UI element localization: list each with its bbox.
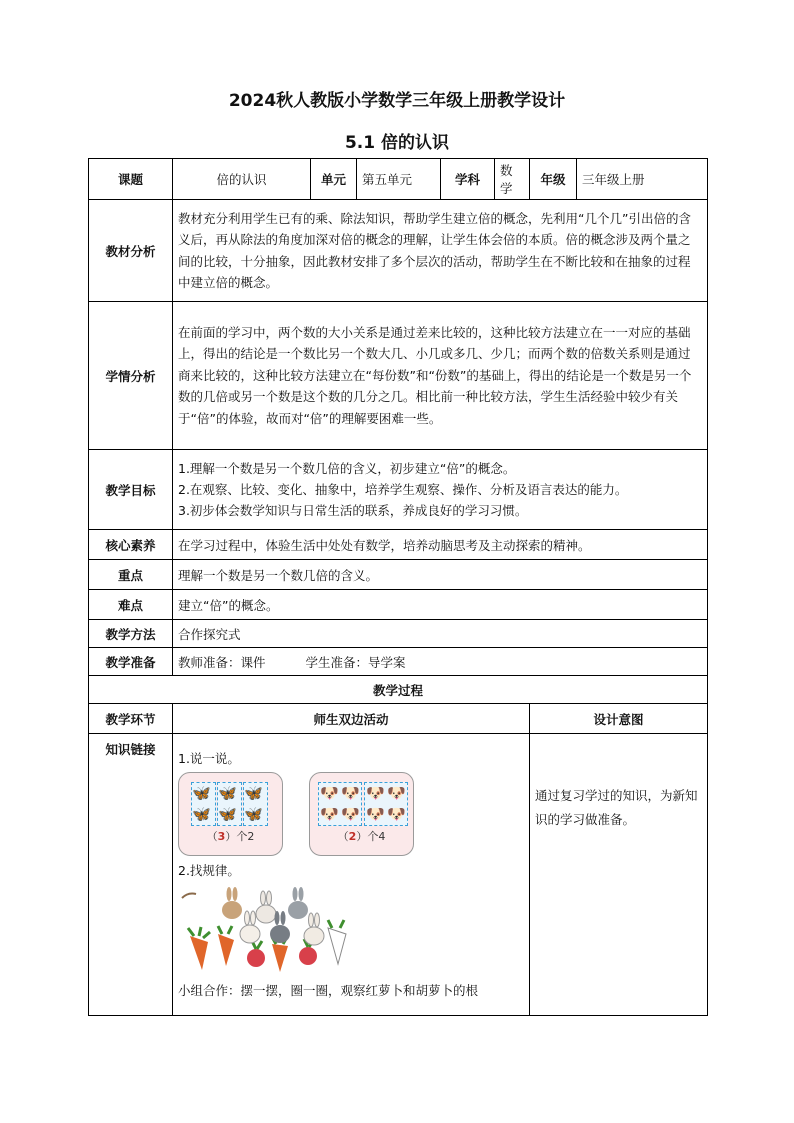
literacy-text: 在学习过程中，体验生活中处处有数学，培养动脑思考及主动探索的精神。 [173,530,708,560]
teacher-prep: 教师准备：课件 [178,654,266,670]
literacy-label: 核心素养 [89,530,173,560]
preparation-text [173,648,708,676]
method-text: 合作探究式 [173,620,708,648]
puppy-icon: 🐶 [320,784,339,802]
method-label: 教学方法 [89,620,173,648]
activity-column-header: 师生双边活动 [173,704,530,734]
puppy-icon: 🐶 [366,784,385,802]
preparation-label: 教学准备 [89,648,173,676]
intent-text: 通过复习学过的知识，为新知识的学习做准备。 [530,734,708,1016]
grade-label: 年级 [530,159,577,200]
goals-label: 教学目标 [89,450,173,530]
process-title: 教学过程 [89,676,708,704]
butterfly-icon: 🦋 [192,784,211,802]
goals-list [173,450,708,530]
textbook-analysis-label: 教材分析 [89,200,173,302]
butterfly-card [178,772,283,856]
puppy-icon: 🐶 [341,805,360,823]
key-point-text: 理解一个数是另一个数几倍的含义。 [173,560,708,590]
carrot-icon [328,920,346,964]
group-work-text: 小组合作：摆一摆，圈一圈，观察红萝卜和胡萝卜的根 [178,982,479,998]
topic-value: 倍的认识 [173,159,311,200]
intent-column-header: 设计意图 [530,704,708,734]
document-title: 2024秋人教版小学数学三年级上册教学设计 [228,91,566,111]
goal-item: 1.理解一个数是另一个数几倍的含义，初步建立“倍”的概念。 [178,461,516,476]
butterfly-icon: 🦋 [244,784,263,802]
butterfly-group [217,782,242,826]
activity-cell [173,734,530,1016]
difficulty-label: 难点 [89,590,173,620]
rabbit-icon [288,887,308,919]
radish-icon [247,941,265,967]
puppy-icon: 🐶 [366,805,385,823]
butterfly-icon: 🦋 [244,805,263,823]
say-label: 1.说一说。 [178,750,240,766]
butterfly-group [191,782,216,826]
butterfly-icon: 🦋 [192,805,211,823]
puppy-card [309,772,414,856]
stage-column-header: 教学环节 [89,704,173,734]
topic-label: 课题 [89,159,173,200]
subject-label: 学科 [441,159,495,200]
lesson-plan-table [88,158,708,1016]
grouping-cards [178,772,524,856]
puppy-icon: 🐶 [320,805,339,823]
rabbit-icon [222,887,242,919]
butterfly-icon: 🦋 [218,784,237,802]
butterfly-answer: 3 [217,829,226,843]
butterfly-group [243,782,268,826]
key-point-label: 重点 [89,560,173,590]
puppy-caption: （2）个4 [337,829,386,843]
unit-value: 第五单元 [357,159,441,200]
goal-item: 3.初步体会数学知识与日常生活的联系，养成良好的学习习惯。 [178,503,528,518]
goal-item: 2.在观察、比较、变化、抽象中，培养学生观察、操作、分析及语言表达的能力。 [178,482,628,497]
student-prep: 学生准备：导学案 [305,654,406,670]
rabbit-icon [304,913,324,945]
puppy-icon: 🐶 [341,784,360,802]
puppy-answer: 2 [348,829,357,843]
rabbits-carrots-svg [180,884,355,974]
subject-value: 数学 [495,159,530,200]
puppy-icon: 🐶 [387,805,406,823]
textbook-analysis-text: 教材充分利用学生已有的乘、除法知识，帮助学生建立倍的概念，先利用“几个几”引出倍的含义后，再从除法的角度加深对倍的概念的理解，让学生体会倍的本质。倍的概念涉及两个量之间的比较，十分抽象，因此教材安排了多个层次的活动，帮助学生在不断比较和在抽象的过程中建立倍的概念。 [173,200,708,302]
student-analysis-text: 在前面的学习中，两个数的大小关系是通过差来比较的，这种比较方法建立在一一对应的基础上，得出的结论是一个数比另一个数大几、小几或多几、少几；而两个数的倍数关系则是通过商来比较的，这种比较方法建立在“每份数”和“份数”的基础上，得出的结论是一个数是另一个数的几倍或另一个数是这个数的几分之几。相比前一种比较方法，学生生活经验中较少有关于“倍”的体验，故而对“倍”的理解要困难一些。 [173,302,708,450]
difficulty-text: 建立“倍”的概念。 [173,590,708,620]
student-analysis-label: 学情分析 [89,302,173,450]
puppy-icon: 🐶 [387,784,406,802]
carrot-icon [188,927,210,970]
puppy-group [364,782,408,826]
butterfly-icon: 🦋 [218,805,237,823]
grade-value: 三年级上册 [577,159,708,200]
unit-label: 单元 [311,159,357,200]
carrot-icon [218,926,234,966]
rabbit-icon [256,891,276,923]
lesson-title: 5.1 倍的认识 [344,133,450,153]
stage-knowledge-link: 知识链接 [89,734,173,1016]
butterfly-caption: （3）个2 [206,829,255,843]
puppy-group [318,782,362,826]
pattern-label: 2.找规律。 [178,862,240,878]
rabbits-carrots-illustration [180,884,355,974]
